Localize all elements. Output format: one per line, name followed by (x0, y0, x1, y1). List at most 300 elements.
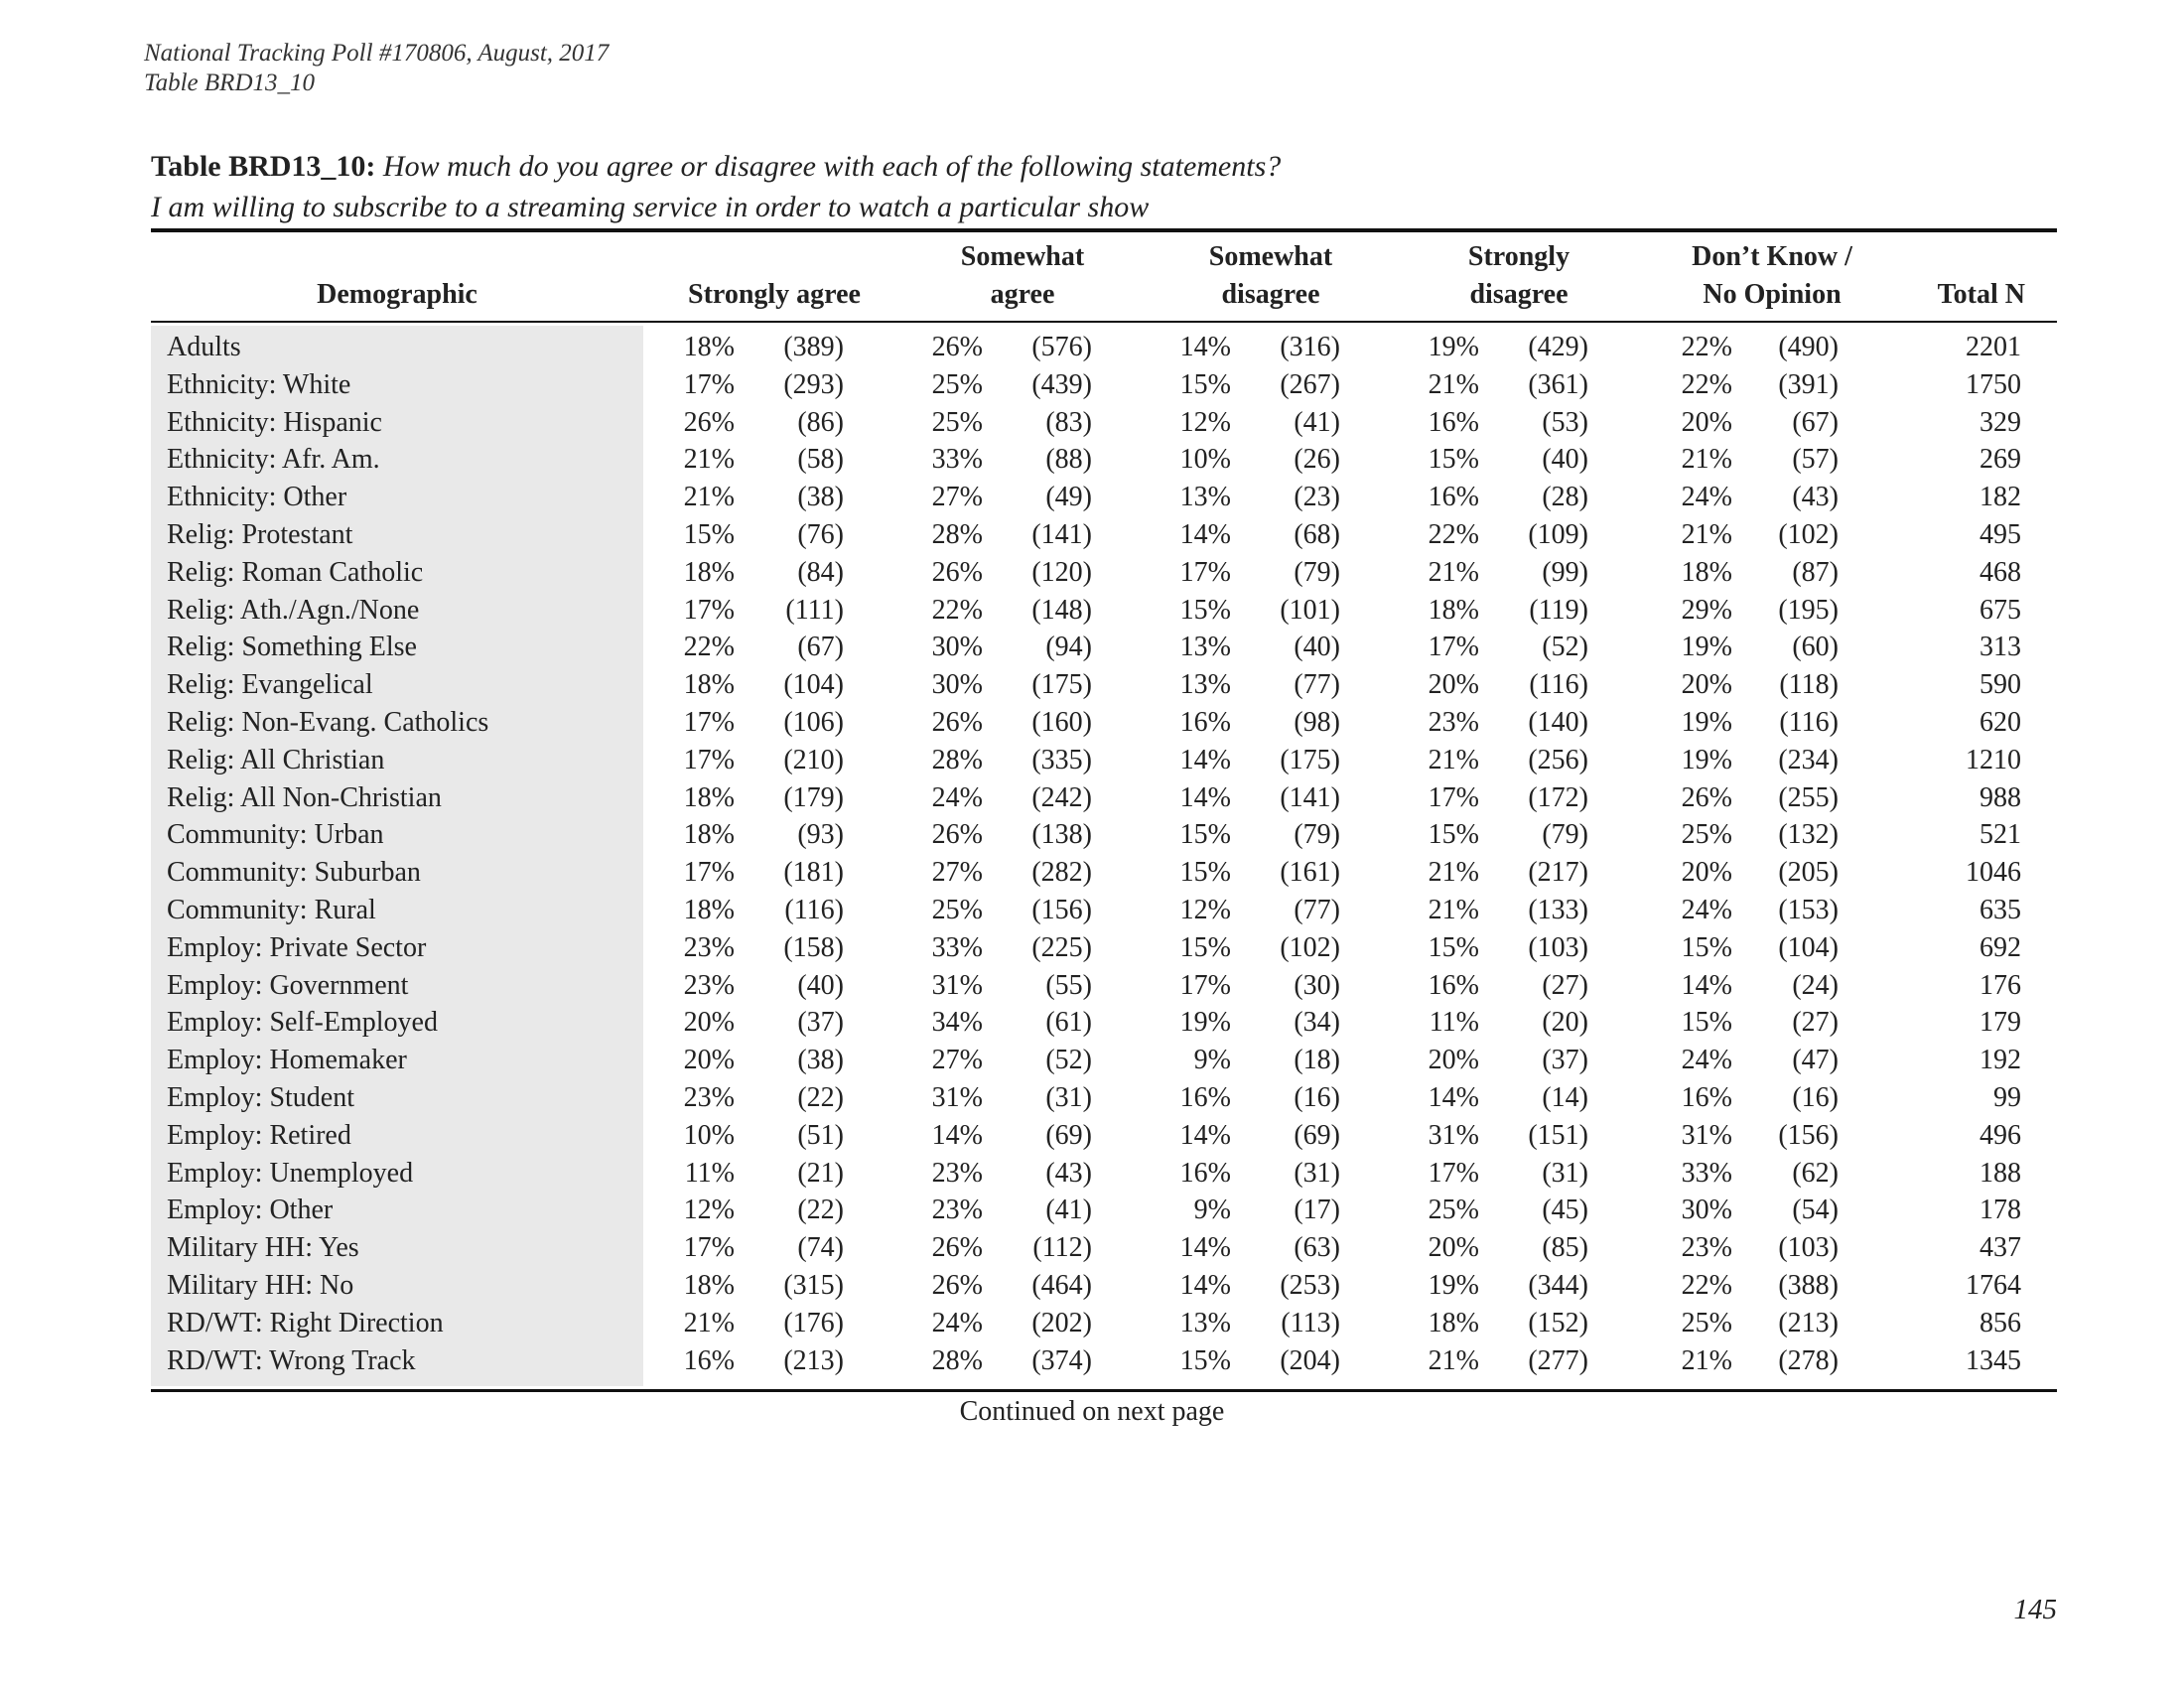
cell-percent: 22% (1681, 368, 1732, 400)
cell-count: (27) (1542, 969, 1588, 1001)
cell-percent: 20% (683, 1045, 735, 1076)
cell-count: (31) (1542, 1157, 1588, 1189)
cell-count: (67) (797, 632, 844, 663)
cell-count: (20) (1542, 1007, 1588, 1039)
table-row (0, 704, 2184, 742)
cell-percent: 17% (683, 744, 735, 775)
cell-count: (83) (1045, 406, 1092, 438)
cell-count: (210) (783, 744, 844, 775)
cell-percent: 21% (1681, 518, 1732, 550)
cell-percent: 17% (1428, 1157, 1479, 1189)
cell-total-n: 675 (1979, 594, 2021, 626)
table-row (0, 1305, 2184, 1342)
table-row (0, 554, 2184, 592)
table-row (0, 779, 2184, 817)
cell-count: (52) (1542, 632, 1588, 663)
cell-count: (293) (783, 368, 844, 400)
cell-count: (102) (1280, 931, 1340, 963)
cell-total-n: 192 (1979, 1045, 2021, 1076)
cell-total-n: 468 (1979, 556, 2021, 588)
cell-count: (151) (1528, 1119, 1588, 1151)
cell-percent: 30% (931, 632, 983, 663)
cell-percent: 27% (931, 857, 983, 889)
cell-percent: 26% (931, 1232, 983, 1264)
cell-percent: 23% (931, 1157, 983, 1189)
cell-percent: 30% (1681, 1195, 1732, 1226)
cell-percent: 23% (1428, 706, 1479, 738)
cell-count: (253) (1280, 1269, 1340, 1301)
cell-percent: 15% (1428, 444, 1479, 476)
cell-count: (116) (784, 894, 844, 925)
cell-count: (104) (1778, 931, 1839, 963)
cell-count: (242) (1031, 781, 1092, 813)
cell-count: (103) (1778, 1232, 1839, 1264)
cell-percent: 18% (683, 669, 735, 701)
table-row (0, 366, 2184, 404)
cell-percent: 11% (684, 1157, 735, 1189)
table-row (0, 892, 2184, 929)
cell-count: (68) (1294, 518, 1340, 550)
cell-total-n: 521 (1979, 819, 2021, 851)
cell-count: (101) (1280, 594, 1340, 626)
cell-percent: 18% (683, 1269, 735, 1301)
row-label: Employ: Government (167, 969, 409, 1001)
cell-percent: 15% (1179, 819, 1231, 851)
table-row (0, 404, 2184, 442)
cell-percent: 33% (1681, 1157, 1732, 1189)
cell-count: (67) (1792, 406, 1839, 438)
row-label: Relig: Protestant (167, 518, 353, 550)
table-row (0, 1155, 2184, 1193)
cell-count: (87) (1792, 556, 1839, 588)
cell-count: (31) (1045, 1081, 1092, 1113)
cell-percent: 21% (683, 482, 735, 513)
cell-count: (102) (1778, 518, 1839, 550)
cell-total-n: 496 (1979, 1119, 2021, 1151)
cell-count: (109) (1528, 518, 1588, 550)
table-title-label: Table BRD13_10: (151, 150, 376, 183)
table-row (0, 1192, 2184, 1229)
table-row (0, 1342, 2184, 1380)
cell-count: (361) (1528, 368, 1588, 400)
cell-percent: 26% (931, 1269, 983, 1301)
row-label: Employ: Retired (167, 1119, 351, 1151)
row-label: Employ: Unemployed (167, 1157, 414, 1189)
cell-percent: 15% (1179, 931, 1231, 963)
cell-total-n: 269 (1979, 444, 2021, 476)
table-row (0, 441, 2184, 479)
cell-count: (277) (1528, 1344, 1588, 1376)
cell-percent: 16% (1428, 482, 1479, 513)
cell-count: (119) (1529, 594, 1588, 626)
cell-count: (53) (1542, 406, 1588, 438)
cell-percent: 19% (1681, 744, 1732, 775)
cell-percent: 12% (1179, 406, 1231, 438)
cell-count: (204) (1280, 1344, 1340, 1376)
cell-count: (205) (1778, 857, 1839, 889)
cell-count: (175) (1031, 669, 1092, 701)
cell-percent: 26% (931, 819, 983, 851)
row-label: Community: Suburban (167, 857, 421, 889)
table-row (0, 329, 2184, 366)
cell-count: (99) (1542, 556, 1588, 588)
cell-percent: 33% (931, 444, 983, 476)
cell-count: (234) (1778, 744, 1839, 775)
row-label: Employ: Other (167, 1195, 334, 1226)
col-header-somewhat-disagree: Somewhat disagree (1208, 241, 1333, 310)
cell-percent: 17% (1179, 969, 1231, 1001)
table-row (0, 929, 2184, 967)
cell-count: (52) (1045, 1045, 1092, 1076)
cell-percent: 16% (1179, 706, 1231, 738)
cell-percent: 16% (1428, 969, 1479, 1001)
row-label: RD/WT: Right Direction (167, 1307, 444, 1338)
cell-total-n: 856 (1979, 1307, 2021, 1338)
cell-count: (213) (783, 1344, 844, 1376)
cell-count: (54) (1792, 1195, 1839, 1226)
cell-count: (141) (1280, 781, 1340, 813)
cell-count: (120) (1031, 556, 1092, 588)
table-row (0, 1267, 2184, 1305)
cell-percent: 25% (931, 368, 983, 400)
cell-count: (195) (1778, 594, 1839, 626)
cell-percent: 14% (1428, 1081, 1479, 1113)
cell-percent: 21% (1681, 1344, 1732, 1376)
cell-percent: 25% (1681, 1307, 1732, 1338)
row-label: Relig: All Christian (167, 744, 385, 775)
cell-percent: 25% (931, 894, 983, 925)
cell-percent: 23% (683, 969, 735, 1001)
cell-percent: 21% (1428, 744, 1479, 775)
cell-count: (111) (785, 594, 844, 626)
cell-count: (34) (1294, 1007, 1340, 1039)
cell-percent: 14% (1179, 518, 1231, 550)
row-label: Employ: Student (167, 1081, 354, 1113)
row-label: Community: Rural (167, 894, 376, 925)
cell-count: (148) (1031, 594, 1092, 626)
cell-percent: 23% (683, 1081, 735, 1113)
cell-count: (77) (1294, 894, 1340, 925)
cell-count: (202) (1031, 1307, 1092, 1338)
row-label: Employ: Private Sector (167, 931, 427, 963)
cell-percent: 19% (1681, 706, 1732, 738)
cell-count: (69) (1045, 1119, 1092, 1151)
cell-count: (76) (797, 518, 844, 550)
cell-percent: 14% (1681, 969, 1732, 1001)
row-label: Employ: Homemaker (167, 1045, 407, 1076)
cell-percent: 19% (1428, 332, 1479, 362)
cell-percent: 22% (1681, 1269, 1732, 1301)
cell-percent: 18% (1428, 594, 1479, 626)
col-header-total-n: Total N (1937, 279, 2025, 310)
cell-percent: 17% (683, 594, 735, 626)
cell-count: (98) (1294, 706, 1340, 738)
cell-total-n: 988 (1979, 781, 2021, 813)
cell-percent: 13% (1179, 482, 1231, 513)
cell-percent: 24% (931, 781, 983, 813)
table-body (0, 329, 2184, 1379)
cell-percent: 21% (1428, 1344, 1479, 1376)
cell-count: (37) (1542, 1045, 1588, 1076)
table-row (0, 1117, 2184, 1155)
cell-percent: 17% (1179, 556, 1231, 588)
cell-total-n: 2201 (1966, 332, 2021, 362)
cell-count: (37) (797, 1007, 844, 1039)
cell-count: (40) (797, 969, 844, 1001)
cell-percent: 26% (931, 706, 983, 738)
cell-count: (79) (1294, 819, 1340, 851)
cell-percent: 25% (1428, 1195, 1479, 1226)
cell-percent: 23% (1681, 1232, 1732, 1264)
cell-percent: 24% (931, 1307, 983, 1338)
cell-count: (58) (797, 444, 844, 476)
cell-total-n: 313 (1979, 632, 2021, 663)
cell-total-n: 1750 (1966, 368, 2021, 400)
cell-count: (374) (1031, 1344, 1092, 1376)
cell-count: (316) (1280, 332, 1340, 362)
cell-count: (93) (797, 819, 844, 851)
cell-count: (104) (783, 669, 844, 701)
cell-count: (118) (1779, 669, 1839, 701)
row-label: Military HH: Yes (167, 1232, 359, 1264)
cell-percent: 12% (1179, 894, 1231, 925)
cell-count: (156) (1778, 1119, 1839, 1151)
cell-count: (464) (1031, 1269, 1092, 1301)
cell-count: (26) (1294, 444, 1340, 476)
row-label: Relig: Evangelical (167, 669, 373, 701)
table-row (0, 1004, 2184, 1042)
cell-count: (61) (1045, 1007, 1092, 1039)
cell-count: (175) (1280, 744, 1340, 775)
row-label: RD/WT: Wrong Track (167, 1344, 416, 1376)
row-label: Relig: Non-Evang. Catholics (167, 706, 489, 738)
cell-count: (18) (1294, 1045, 1340, 1076)
cell-count: (103) (1528, 931, 1588, 963)
cell-percent: 14% (1179, 1232, 1231, 1264)
cell-percent: 20% (1681, 669, 1732, 701)
cell-count: (55) (1045, 969, 1092, 1001)
cell-count: (17) (1294, 1195, 1340, 1226)
cell-percent: 26% (1681, 781, 1732, 813)
cell-percent: 19% (1681, 632, 1732, 663)
cell-percent: 14% (1179, 781, 1231, 813)
cell-percent: 18% (1428, 1307, 1479, 1338)
cell-count: (153) (1778, 894, 1839, 925)
cell-count: (49) (1045, 482, 1092, 513)
cell-percent: 23% (931, 1195, 983, 1226)
cell-count: (133) (1528, 894, 1588, 925)
cell-percent: 23% (683, 931, 735, 963)
cell-count: (31) (1294, 1157, 1340, 1189)
cell-total-n: 620 (1979, 706, 2021, 738)
cell-count: (158) (783, 931, 844, 963)
cell-percent: 31% (1428, 1119, 1479, 1151)
cell-total-n: 329 (1979, 406, 2021, 438)
cell-percent: 18% (683, 781, 735, 813)
cell-count: (14) (1542, 1081, 1588, 1113)
table-header-rule (151, 321, 2057, 323)
cell-percent: 13% (1179, 632, 1231, 663)
row-label: Employ: Self-Employed (167, 1007, 438, 1039)
cell-count: (152) (1528, 1307, 1588, 1338)
cell-percent: 17% (683, 368, 735, 400)
cell-percent: 28% (931, 744, 983, 775)
cell-percent: 21% (1428, 894, 1479, 925)
cell-count: (57) (1792, 444, 1839, 476)
cell-percent: 12% (683, 1195, 735, 1226)
table-title (151, 146, 2067, 227)
cell-count: (429) (1528, 332, 1588, 362)
col-header-somewhat-agree: Somewhat agree (960, 241, 1085, 310)
table-row (0, 629, 2184, 666)
table-row (0, 666, 2184, 704)
table-title-statement: I am willing to subscribe to a streaming service in order to watch a particular show (151, 191, 1150, 223)
cell-total-n: 176 (1979, 969, 2021, 1001)
cell-percent: 26% (931, 556, 983, 588)
row-label: Military HH: No (167, 1269, 354, 1301)
cell-percent: 33% (931, 931, 983, 963)
cell-percent: 16% (1179, 1081, 1231, 1113)
cell-percent: 17% (1428, 781, 1479, 813)
cell-count: (255) (1778, 781, 1839, 813)
page-header-poll: National Tracking Poll #170806, August, 2017 (144, 40, 610, 67)
cell-percent: 30% (931, 669, 983, 701)
cell-percent: 20% (1681, 857, 1732, 889)
page-header-table-id: Table BRD13_10 (144, 70, 315, 96)
cell-percent: 9% (1193, 1045, 1231, 1076)
cell-count: (40) (1294, 632, 1340, 663)
cell-count: (41) (1045, 1195, 1092, 1226)
cell-percent: 26% (683, 406, 735, 438)
cell-percent: 15% (1681, 1007, 1732, 1039)
cell-count: (161) (1280, 857, 1340, 889)
continued-note: Continued on next page (959, 1396, 1225, 1427)
cell-percent: 27% (931, 1045, 983, 1076)
cell-percent: 11% (1429, 1007, 1479, 1039)
cell-count: (47) (1792, 1045, 1839, 1076)
cell-total-n: 635 (1979, 894, 2021, 925)
cell-count: (138) (1031, 819, 1092, 851)
cell-count: (391) (1778, 368, 1839, 400)
cell-count: (41) (1294, 406, 1340, 438)
col-header-strongly-disagree: Strongly disagree (1467, 241, 1570, 310)
cell-percent: 10% (683, 1119, 735, 1151)
cell-percent: 20% (1428, 669, 1479, 701)
cell-count: (256) (1528, 744, 1588, 775)
cell-percent: 24% (1681, 1045, 1732, 1076)
row-label: Ethnicity: White (167, 368, 351, 400)
cell-total-n: 178 (1979, 1195, 2021, 1226)
cell-count: (335) (1031, 744, 1092, 775)
table-title-question: How much do you agree or disagree with each of the following statements? (382, 150, 1282, 183)
cell-percent: 21% (683, 444, 735, 476)
cell-count: (84) (797, 556, 844, 588)
cell-count: (116) (1779, 706, 1839, 738)
cell-percent: 24% (1681, 482, 1732, 513)
cell-total-n: 188 (1979, 1157, 2021, 1189)
cell-percent: 17% (683, 1232, 735, 1264)
table-row (0, 1079, 2184, 1117)
cell-count: (141) (1031, 518, 1092, 550)
cell-count: (74) (797, 1232, 844, 1264)
cell-percent: 21% (1428, 556, 1479, 588)
cell-percent: 28% (931, 1344, 983, 1376)
cell-count: (576) (1031, 332, 1092, 362)
row-label: Relig: Roman Catholic (167, 556, 424, 588)
cell-count: (79) (1294, 556, 1340, 588)
cell-count: (38) (797, 1045, 844, 1076)
cell-percent: 17% (683, 706, 735, 738)
row-label: Ethnicity: Hispanic (167, 406, 382, 438)
cell-count: (43) (1045, 1157, 1092, 1189)
cell-count: (315) (783, 1269, 844, 1301)
cell-count: (225) (1031, 931, 1092, 963)
cell-count: (16) (1792, 1081, 1839, 1113)
cell-count: (112) (1032, 1232, 1092, 1264)
cell-count: (63) (1294, 1232, 1340, 1264)
page-number: 145 (2013, 1594, 2057, 1625)
cell-percent: 15% (1681, 931, 1732, 963)
cell-count: (267) (1280, 368, 1340, 400)
cell-percent: 15% (683, 518, 735, 550)
cell-count: (88) (1045, 444, 1092, 476)
cell-percent: 15% (1428, 819, 1479, 851)
cell-count: (213) (1778, 1307, 1839, 1338)
row-label: Community: Urban (167, 819, 384, 851)
cell-percent: 20% (1681, 406, 1732, 438)
cell-percent: 25% (931, 406, 983, 438)
cell-total-n: 179 (1979, 1007, 2021, 1039)
cell-percent: 31% (1681, 1119, 1732, 1151)
cell-percent: 18% (683, 894, 735, 925)
cell-percent: 20% (683, 1007, 735, 1039)
cell-percent: 22% (931, 594, 983, 626)
cell-total-n: 1046 (1966, 857, 2021, 889)
cell-total-n: 99 (1993, 1081, 2021, 1113)
cell-percent: 22% (1681, 332, 1732, 362)
cell-count: (60) (1792, 632, 1839, 663)
cell-count: (388) (1778, 1269, 1839, 1301)
cell-count: (172) (1528, 781, 1588, 813)
cell-count: (27) (1792, 1007, 1839, 1039)
cell-total-n: 1210 (1966, 744, 2021, 775)
cell-percent: 16% (1179, 1157, 1231, 1189)
row-label: Relig: Ath./Agn./None (167, 594, 420, 626)
cell-percent: 31% (931, 969, 983, 1001)
row-label: Relig: Something Else (167, 632, 417, 663)
table-top-rule (151, 228, 2057, 232)
cell-percent: 21% (683, 1307, 735, 1338)
cell-count: (106) (783, 706, 844, 738)
cell-count: (179) (783, 781, 844, 813)
cell-percent: 21% (1681, 444, 1732, 476)
cell-percent: 31% (931, 1081, 983, 1113)
cell-percent: 21% (1428, 368, 1479, 400)
col-header-dont-know: Don’t Know / No Opinion (1692, 241, 1852, 310)
cell-count: (16) (1294, 1081, 1340, 1113)
cell-count: (439) (1031, 368, 1092, 400)
cell-count: (116) (1529, 669, 1588, 701)
cell-total-n: 590 (1979, 669, 2021, 701)
cell-percent: 18% (683, 556, 735, 588)
cell-count: (23) (1294, 482, 1340, 513)
cell-count: (86) (797, 406, 844, 438)
cell-count: (45) (1542, 1195, 1588, 1226)
cell-percent: 18% (1681, 556, 1732, 588)
cell-percent: 28% (931, 518, 983, 550)
cell-percent: 13% (1179, 1307, 1231, 1338)
cell-percent: 15% (1179, 857, 1231, 889)
